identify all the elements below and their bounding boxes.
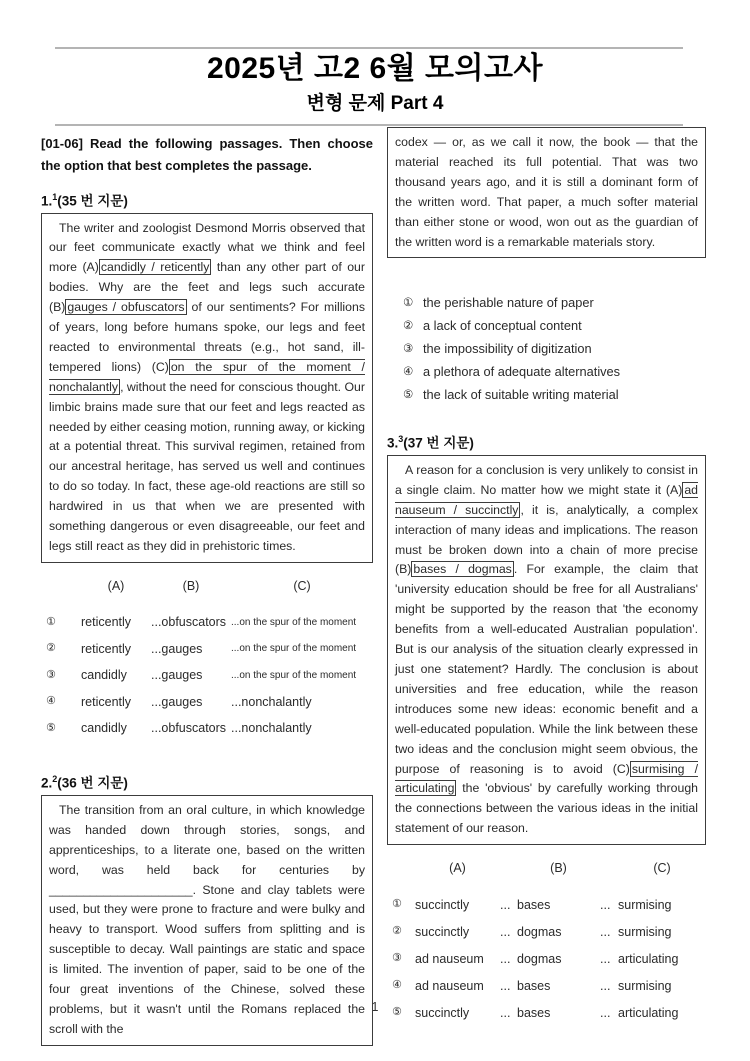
column-right: [387, 127, 706, 1026]
q1-passage-text: , without the need for conscious thought. Our limbic brains made sure that our feet and legs reacted as needed by either ceasing motion, running away, or kicking at a potential threat. This survival regimen, retained from our ancestral heritage, has served us well and continues to do so today. In fact, these age-old reactions are still so hardwired in us that when we are presented with something dangerous or even disagreeable, our feet and legs still react as they did in prehistoric times.: [49, 379, 365, 553]
option-b-cell: bases: [517, 978, 551, 993]
option-c-cell: ...on the spur of the moment: [231, 616, 357, 628]
q3-source-label: (37 번 지문): [403, 435, 474, 451]
option-text: a plethora of adequate alternatives: [423, 364, 621, 380]
ellipsis: ...: [500, 924, 511, 939]
option-text: the perishable nature of paper: [423, 295, 594, 311]
q1-row-3: [41, 662, 373, 689]
q3-choice-a-box: ad nauseum / succinctly: [395, 482, 698, 517]
q1-passage-text: of our sentiments? For millions of years, long before humans spoke, our legs and feet reacted to environmental threats (e.g., hot sand, ill-tempered lions) (C): [49, 300, 365, 374]
q1-row-5: [41, 715, 373, 742]
q3-passage-text: the 'obvious' by carefully working through the connections between the various ideas in the initial statement of our reason.: [395, 781, 698, 836]
q2-superscript: 2: [52, 774, 58, 785]
option-number: ③: [403, 343, 414, 356]
q1-passage-box: [41, 213, 373, 563]
q2-passage-box-right: codex — or, as we call it now, the book — that the material reached its full potential. That was two thousand years ago, and it is still a dominant form of the written word. That paper, a much softer material than either stone or wood, won out as the guardian of the written word is a remarkable materials story.: [387, 127, 706, 258]
q2-option-2: [387, 315, 706, 338]
option-number: ⑤: [392, 1006, 402, 1019]
option-a-cell: reticently: [81, 615, 132, 630]
q3-row-4: [387, 972, 706, 999]
option-c-cell: articulating: [618, 1005, 679, 1020]
q2-option-1: [387, 292, 706, 315]
ellipsis: ...: [500, 951, 511, 966]
option-number: ⑤: [403, 389, 414, 402]
option-c-cell: surmising: [618, 897, 672, 912]
q3-header-b: (B): [550, 861, 567, 876]
q3-table-header-row: [387, 859, 706, 877]
ellipsis: ...: [600, 897, 611, 912]
option-text: the impossibility of digitization: [423, 341, 592, 357]
option-a-cell: candidly: [81, 721, 127, 736]
q1-source-label: (35 번 지문): [57, 193, 128, 209]
question-2-heading: [41, 771, 373, 792]
q1-header-b: (B): [182, 578, 200, 593]
q1-superscript: 1: [52, 192, 58, 202]
q1-number: 1.: [41, 193, 53, 209]
option-b-cell: bases: [517, 1005, 551, 1020]
option-text: a lack of conceptual content: [423, 318, 582, 334]
q1-passage-text: The writer and zoologist Desmond Morris observed that our feet communicate exactly what we think and feel more (A): [49, 220, 365, 275]
q3-choice-b-box: bases / dogmas: [413, 562, 512, 577]
ellipsis: ...: [500, 897, 511, 912]
option-a-cell: ad nauseum: [415, 978, 484, 993]
q3-header-a: (A): [449, 861, 466, 876]
ellipsis: ...: [500, 978, 511, 993]
option-b-cell: ...gauges: [151, 694, 203, 709]
q2-options-list: [387, 292, 706, 407]
option-number: ①: [46, 615, 56, 628]
q3-number: 3.: [387, 435, 399, 451]
column-left: [41, 133, 373, 1046]
q3-row-3: [387, 945, 706, 972]
option-number: ③: [46, 668, 56, 681]
page-subtitle: 변형 문제 Part 4: [306, 93, 444, 114]
q2-source-label: (36 번 지문): [57, 775, 128, 791]
q1-answer-table: [41, 577, 373, 742]
q1-choice-c-box: on the spur of the moment / nonchalantly: [49, 359, 365, 394]
option-a-cell: succinctly: [415, 897, 470, 912]
q1-choice-a-box: candidly / reticently: [100, 260, 210, 275]
option-number: ②: [392, 925, 402, 938]
option-c-cell: articulating: [618, 951, 679, 966]
q3-passage-text: A reason for a conclusion is very unlikely to consist in a single claim. No matter how we might state it (A): [395, 462, 698, 497]
option-b-cell: bases: [517, 897, 551, 912]
q2-passage-box-left: The transition from an oral culture, in which knowledge was handed down through stories, songs, and apprenticeships, to a literate one, based on the written word, was held back for centuries by _____________________. Stone and clay tablets were used, but they were prone to fracture and were bulky and heavy to transport. Wood suffers from splitting and is susceptible to decay. Wall paintings are static and space is limited. The invention of paper, said to be one of the four great inventions of the Chinese, solved these problems, but it wasn't until the Romans replaced the scroll with the: [41, 795, 373, 1046]
q3-superscript: 3: [398, 434, 404, 445]
option-number: ①: [403, 297, 414, 310]
ellipsis: ...: [600, 978, 611, 993]
option-c-cell: ...nonchalantly: [231, 721, 312, 736]
option-number: ②: [46, 642, 56, 655]
option-b-cell: dogmas: [517, 924, 562, 939]
header-rule-bottom: [55, 124, 683, 126]
ellipsis: ...: [500, 1005, 511, 1020]
option-number: ③: [392, 952, 402, 965]
q3-passage-text: . For example, the claim that 'university education should be free for all Australians' might be supported by the reason that 'the economy benefits from a well-educated Australian population'. But is our analysis of the situation clearly expressed in just one statement? Hardly. The conclusion is about universities and free education, while the reason introduces some new ideas: economic benefit and a well-educated population. While the link between these two ideas and the conclusion might seem obvious, the purpose of reasoning is to avoid (C): [395, 562, 699, 776]
q3-row-2: [387, 918, 706, 945]
option-c-cell: ...on the spur of the moment: [231, 643, 357, 655]
q1-passage-text: than any other part of our bodies. Why are the feet and legs such accurate (B): [49, 260, 365, 315]
q1-header-c: (C): [293, 578, 311, 593]
option-b-cell: ...gauges: [151, 641, 203, 656]
question-3-heading: [387, 431, 706, 452]
q2-option-3: [387, 338, 706, 361]
q3-passage-text: , it is, analytically, a complex interaction of many ideas and implications. The reason must be broken down into a chain of more precise (B): [395, 502, 698, 577]
option-c-cell: surmising: [618, 978, 672, 993]
option-a-cell: ad nauseum: [415, 951, 484, 966]
q3-choice-c-box: surmising / articulating: [395, 761, 699, 796]
q3-header-c: (C): [653, 861, 671, 876]
q1-row-4: [41, 688, 373, 715]
instructions-text: [01-06] Read the following passages. Then choose the option that best completes the passage.: [41, 136, 373, 173]
page-title: 2025년 고2 6월 모의고사: [207, 52, 543, 85]
q3-passage-box: [387, 455, 706, 845]
q1-row-1: [41, 609, 373, 636]
option-number: ④: [46, 695, 56, 708]
q1-table-header-row: [41, 577, 373, 595]
q2-option-5: [387, 384, 706, 407]
option-number: ④: [403, 366, 414, 379]
ellipsis: ...: [600, 951, 611, 966]
option-number: ②: [403, 320, 414, 333]
ellipsis: ...: [600, 1005, 611, 1020]
option-c-cell: surmising: [618, 924, 672, 939]
option-a-cell: candidly: [81, 668, 127, 683]
q2-number: 2.: [41, 775, 53, 791]
question-1-heading: [41, 189, 373, 210]
page-number: 1: [371, 1000, 379, 1014]
option-b-cell: ...gauges: [151, 668, 203, 683]
option-a-cell: succinctly: [415, 924, 470, 939]
q1-choice-b-box: gauges / obfuscators: [67, 300, 185, 315]
option-a-cell: succinctly: [415, 1005, 470, 1020]
option-b-cell: ...obfuscators: [151, 721, 227, 736]
option-number: ①: [392, 898, 402, 911]
q1-row-2: [41, 635, 373, 662]
option-c-cell: ...on the spur of the moment: [231, 669, 357, 681]
option-number: ⑤: [46, 721, 56, 734]
ellipsis: ...: [600, 924, 611, 939]
option-b-cell: ...obfuscators: [151, 615, 227, 630]
q3-row-1: [387, 891, 706, 918]
option-c-cell: ...nonchalantly: [231, 694, 312, 709]
option-b-cell: dogmas: [517, 951, 562, 966]
header-rule-top: [55, 47, 683, 49]
option-number: ④: [392, 979, 402, 992]
q1-header-a: (A): [107, 578, 125, 593]
option-a-cell: reticently: [81, 641, 132, 656]
option-text: the lack of suitable writing material: [423, 387, 619, 403]
q2-option-4: [387, 361, 706, 384]
option-a-cell: reticently: [81, 694, 132, 709]
